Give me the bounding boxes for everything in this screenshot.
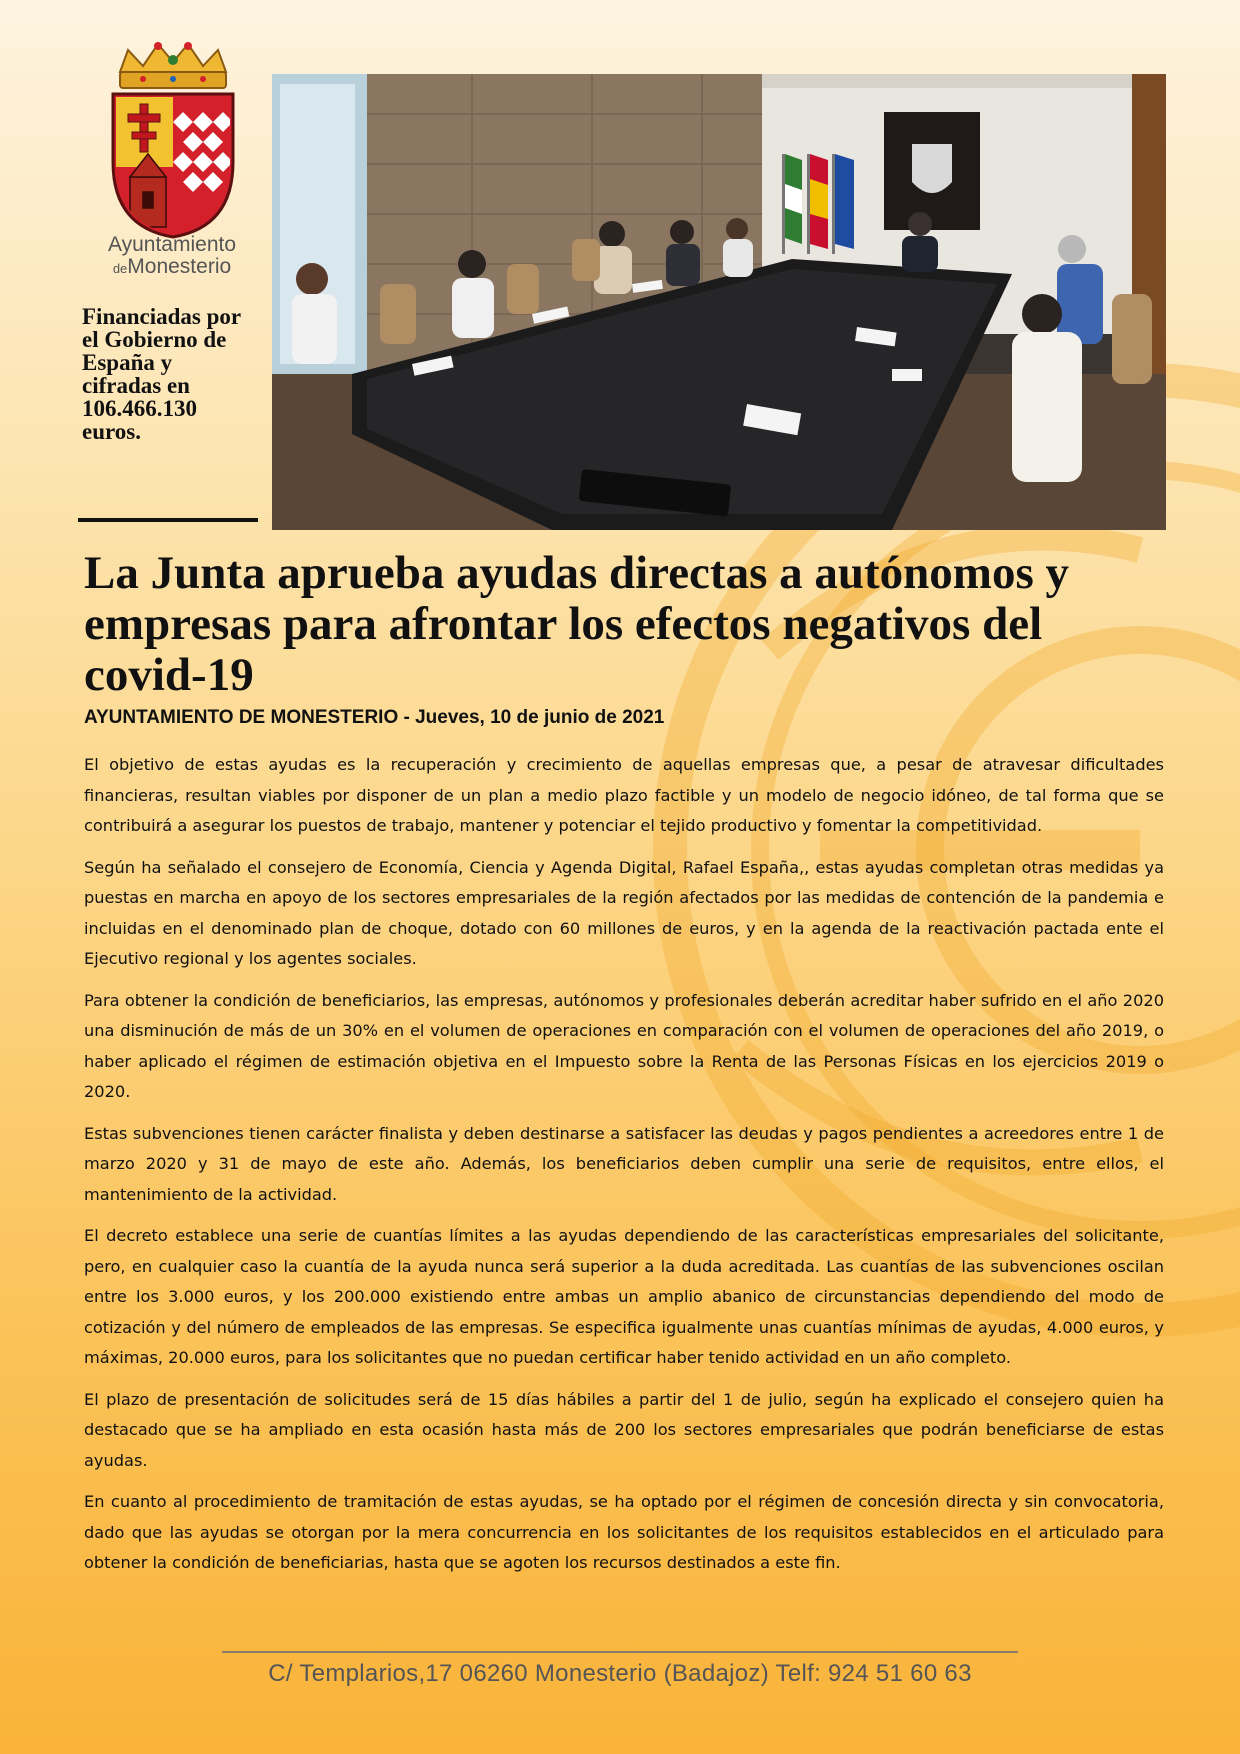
footer-divider — [222, 1651, 1018, 1653]
logo-wordmark — [92, 234, 252, 280]
article-paragraph: Según ha señalado el consejero de Economía, Ciencia y Agenda Digital, Rafael España,, estas ayudas completan otras medidas ya puestas en marcha en apoyo de los sectores empresariales de la región afectados por las medidas de contención de la pandemia e incluidas en el denominado plan de choque, dotado con 60 millones de euros, y en la agenda de la reactivación pactada ente el Ejecutivo regional y los agentes sociales. — [84, 857, 1164, 968]
article-paragraph: Estas subvenciones tienen carácter finalista y deben destinarse a satisfacer las deudas y pagos pendientes a acreedores entre 1 de marzo 2020 y 31 de mayo de este año. Además, los beneficiarios deben cumplir una serie de requisitos, entre ellos, el mantenimiento de la actividad. — [84, 1123, 1164, 1204]
article-paragraph: El decreto establece una serie de cuantías límites a las ayudas dependiendo de las características empresariales del solicitante, pero, en cualquier caso la cuantía de la ayuda nunca será superior a la duda acreditada. Las cuantías de las subvenciones oscilan entre los 3.000 euros, y los 200.000 existiendo entre ambas un amplio abanico de circunstancias dependiendo del modo de cotización y del número de empleados de las empresas. Se especifica igualmente unas cuantías mínimas de ayudas, 4.000 euros, y máximas, 20.000 euros, para los solicitantes que no puedan certificar haber tenido actividad en un año completo. — [84, 1226, 1164, 1367]
article-body — [84, 750, 1164, 1590]
article-paragraph: El objetivo de estas ayudas es la recuperación y crecimiento de aquellas empresas que, a pesar de atravesar dificultades financieras, resultan viables por disponer de un plan a medio plazo factible y un modelo de negocio idóneo, de tal forma que se contribuirá a asegurar los puestos de trabajo, mantener y potenciar el tejido productivo y fomentar la competitividad. — [84, 755, 1164, 835]
article-byline: AYUNTAMIENTO DE MONESTERIO - Jueves, 10 de junio de 2021 — [84, 707, 665, 728]
logo-line-2 — [92, 256, 252, 280]
article-headline: La Junta aprueba ayudas directas a autónomos y empresas para afrontar los efectos negativos del covid-19 — [84, 547, 1069, 701]
article-paragraph: En cuanto al procedimiento de tramitación de estas ayudas, se ha optado por el régimen de concesión directa y sin convocatoria, dado que las ayudas se otorgan por la mera concurrencia en los solicitantes de los requisitos establecidos en el articulado para obtener la condición de beneficiarias, hasta que se agoten los recursos destinados a este fin. — [84, 1492, 1164, 1572]
sidebar-divider — [78, 518, 258, 522]
crown-icon — [120, 42, 226, 88]
logo-line-1: Ayuntamiento — [107, 233, 237, 256]
logo-line-2-prefix: de — [112, 261, 128, 276]
article-paragraph: El plazo de presentación de solicitudes será de 15 días hábiles a partir del 1 de julio, según ha explicado el consejero quien ha destacado que se ha ampliado en esta ocasión hasta más de 200 los sectores empresariales que podrán beneficiarse de estas ayudas. — [84, 1389, 1164, 1470]
footer-address: C/ Templarios,17 06260 Monesterio (Badajoz) Telf: 924 51 60 63 — [268, 1660, 972, 1687]
article-paragraph: Para obtener la condición de beneficiarios, las empresas, autónomos y profesionales deberán acreditar haber sufrido en el año 2020 una disminución de más de un 30% en el volumen de operaciones en comparación con el volumen de operaciones del año 2019, o haber aplicado el régimen de estimación objetiva en el Impuesto sobre la Renta de las Personas Físicas en los ejercicios 2019 o 2020. — [84, 990, 1164, 1101]
logo-line-2-name: Monesterio — [127, 255, 232, 278]
funding-note: Financiadas por el Gobierno de España y cifradas en 106.466.130 euros. — [82, 304, 241, 444]
meeting-photo — [272, 74, 1166, 530]
